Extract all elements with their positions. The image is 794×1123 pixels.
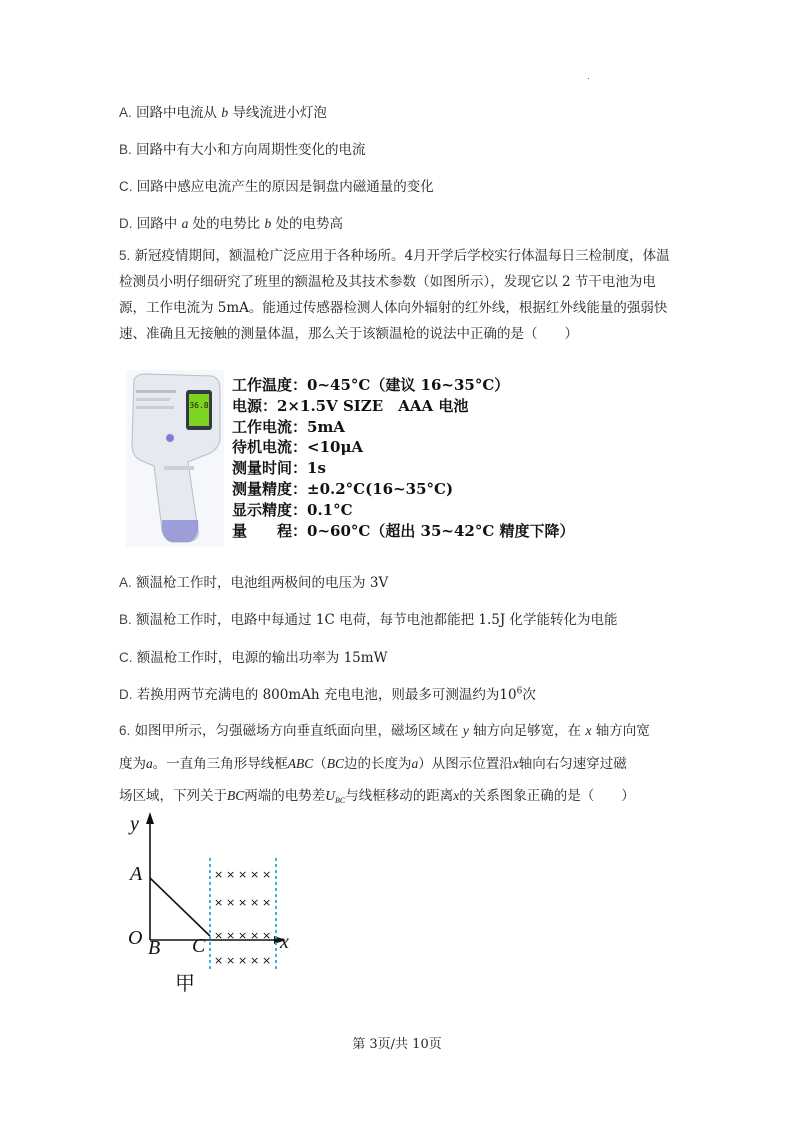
- page-footer: 第 3页/共 10页: [352, 1037, 442, 1052]
- q6-stem-line3: 场区域，下列关于BC两端的电势差$U_{BC}$与线框移动的距离x的关系图象正确的是（ ）: [119, 788, 635, 805]
- thermometer-image: [126, 370, 224, 547]
- svg-text:×: ×: [262, 954, 272, 967]
- spec-resolution: 显示精度：0.1°C: [232, 500, 353, 519]
- svg-text:×: ×: [226, 929, 236, 942]
- svg-text:×: ×: [214, 896, 224, 909]
- q6-stem-line1: 6. 如图甲所示，匀强磁场方向垂直纸面向里，磁场区域在 y 轴方向足够宽，在 x 轴方向宽: [119, 723, 650, 739]
- svg-text:×: ×: [238, 929, 248, 942]
- scan-dot: [588, 78, 589, 79]
- q6-stem-line2: 度为a。一直角三角形导线框ABC（BC边的长度为a）从图示位置沿x轴向右匀速穿过磁: [119, 756, 627, 772]
- svg-text:×: ×: [262, 868, 272, 881]
- triangle-hypotenuse: [150, 878, 210, 936]
- option-tag: B.: [119, 612, 132, 627]
- spec-measure-time: 测量时间：1s: [232, 459, 326, 478]
- option-tag: B.: [119, 142, 132, 157]
- spec-power: 电源：2×1.5V SIZE AAA 电池: [232, 396, 469, 415]
- svg-text:×: ×: [250, 896, 260, 909]
- svg-text:×: ×: [226, 896, 236, 909]
- svg-text:×: ×: [214, 954, 224, 967]
- svg-text:×: ×: [250, 929, 260, 942]
- svg-text:×: ×: [250, 954, 260, 967]
- label-y: y: [130, 813, 139, 835]
- q4-option-a: A. 回路中电流从 b 导线流进小灯泡: [119, 105, 327, 121]
- q5-option-c: C. 额温枪工作时，电源的输出功率为 15mW: [119, 650, 388, 666]
- option-tag: C.: [119, 650, 133, 665]
- label-b: B: [148, 937, 161, 959]
- spec-list: [232, 375, 575, 541]
- q5-option-d: D. 若换用两节充满电的 800mAh 充电电池，则最多可测温约为$10^6$次: [119, 686, 536, 703]
- spec-working-current: 工作电流：5mA: [232, 417, 345, 436]
- q4-option-b: B. 回路中有大小和方向周期性变化的电流: [119, 142, 366, 158]
- q5-stem: 5. 新冠疫情期间，额温枪广泛应用于各种场所。4月开学后学校实行体温每日三检制度，体温检测员小明仔细研究了班里的额温枪及其技术参数（如图所示），发现它以 2 节干电池为电源，工作电流为 5mA。能通过传感器检测人体向外辐射的红外线，根据红外线能量的强弱快速、准确且无接触的测量体温，那么关于该额温枪的说法中正确的是（ ）: [119, 248, 670, 342]
- svg-text:×: ×: [238, 954, 248, 967]
- svg-text:×: ×: [238, 896, 248, 909]
- q4-option-d: D. 回路中 a 处的电势比 b 处的电势高: [119, 216, 343, 232]
- q4-option-c: C. 回路中感应电流产生的原因是铜盘内磁通量的变化: [119, 179, 434, 195]
- option-tag: C.: [119, 179, 133, 194]
- q5-option-b: B. 额温枪工作时，电路中每通过 1C 电荷，每节电池都能把 1.5J 化学能转化为电能: [119, 612, 618, 628]
- display-reading: 36.8: [189, 401, 209, 410]
- option-tag: A.: [119, 105, 132, 120]
- option-tag: D.: [119, 216, 133, 231]
- y-axis-arrow-icon: [146, 812, 154, 824]
- option-tag: D.: [119, 687, 133, 702]
- question-number: 6.: [119, 723, 131, 738]
- spec-accuracy: 测量精度：±0.2°C(16~35°C): [232, 479, 454, 498]
- magnetic-field-crosses: [214, 868, 271, 967]
- label-x: x: [280, 931, 289, 953]
- spec-range: 量 程：0~60°C（超出 35~42°C 精度下降）: [232, 521, 575, 540]
- svg-text:×: ×: [262, 929, 272, 942]
- label-a: A: [130, 863, 143, 885]
- question-number: 5.: [119, 248, 131, 263]
- q5-option-a: A. 额温枪工作时，电池组两极间的电压为 3V: [119, 575, 389, 591]
- spec-standby-current: 待机电流：<10μA: [232, 438, 364, 457]
- label-c: C: [192, 935, 206, 957]
- svg-text:×: ×: [214, 929, 224, 942]
- figure-jia: [120, 810, 310, 1000]
- option-tag: A.: [119, 575, 132, 590]
- svg-text:×: ×: [238, 868, 248, 881]
- svg-text:×: ×: [262, 896, 272, 909]
- spec-working-temp: 工作温度：0~45°C（建议 16~35°C）: [232, 376, 510, 394]
- svg-text:×: ×: [214, 868, 224, 881]
- svg-text:×: ×: [250, 868, 260, 881]
- svg-text:×: ×: [226, 954, 236, 967]
- svg-text:×: ×: [226, 868, 236, 881]
- label-o: O: [128, 927, 143, 949]
- figure-caption: 甲: [175, 971, 195, 995]
